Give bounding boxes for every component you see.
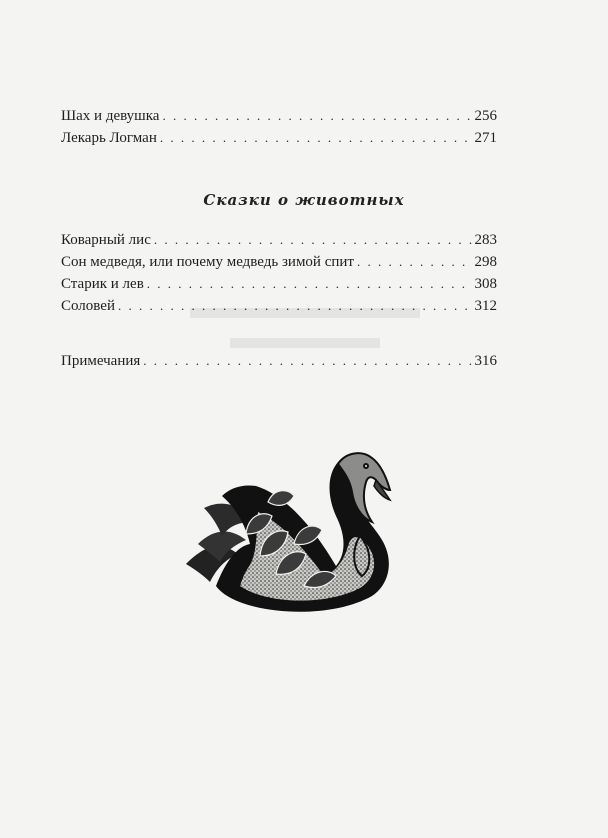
toc-entry-page: 256 bbox=[474, 108, 497, 124]
toc-entry-title: Лекарь Логман bbox=[61, 130, 157, 146]
toc-entry-page: 312 bbox=[474, 298, 497, 314]
toc-entry-title: Коварный лис bbox=[61, 232, 151, 248]
dot-leader bbox=[154, 229, 472, 251]
toc-entry[interactable] bbox=[61, 273, 497, 295]
bleed-through-marks bbox=[170, 300, 440, 360]
toc-entry-page: 271 bbox=[474, 130, 497, 146]
toc-group-1 bbox=[61, 105, 497, 149]
toc-entry-title: Соловей bbox=[61, 298, 115, 314]
toc-entry[interactable] bbox=[61, 105, 497, 127]
toc-entry[interactable] bbox=[61, 229, 497, 251]
toc-entry-title: Сон медведя, или почему медведь зимой спит bbox=[61, 254, 354, 270]
toc-entry-page: 316 bbox=[474, 353, 497, 369]
dot-leader bbox=[160, 127, 472, 149]
dot-leader bbox=[147, 273, 472, 295]
section-heading: Сказки о животных bbox=[203, 191, 405, 209]
toc-entry[interactable] bbox=[61, 127, 497, 149]
toc-entry-page: 283 bbox=[474, 232, 497, 248]
toc-entry[interactable] bbox=[61, 251, 497, 273]
toc-entry-title: Примечания bbox=[61, 353, 141, 369]
swan-icon bbox=[176, 436, 406, 626]
dot-leader bbox=[162, 105, 471, 127]
dot-leader bbox=[357, 251, 472, 273]
toc-entry-title: Старик и лев bbox=[61, 276, 144, 292]
toc-entry-page: 308 bbox=[474, 276, 497, 292]
toc-entry-page: 298 bbox=[474, 254, 497, 270]
toc-entry-title: Шах и девушка bbox=[61, 108, 160, 124]
